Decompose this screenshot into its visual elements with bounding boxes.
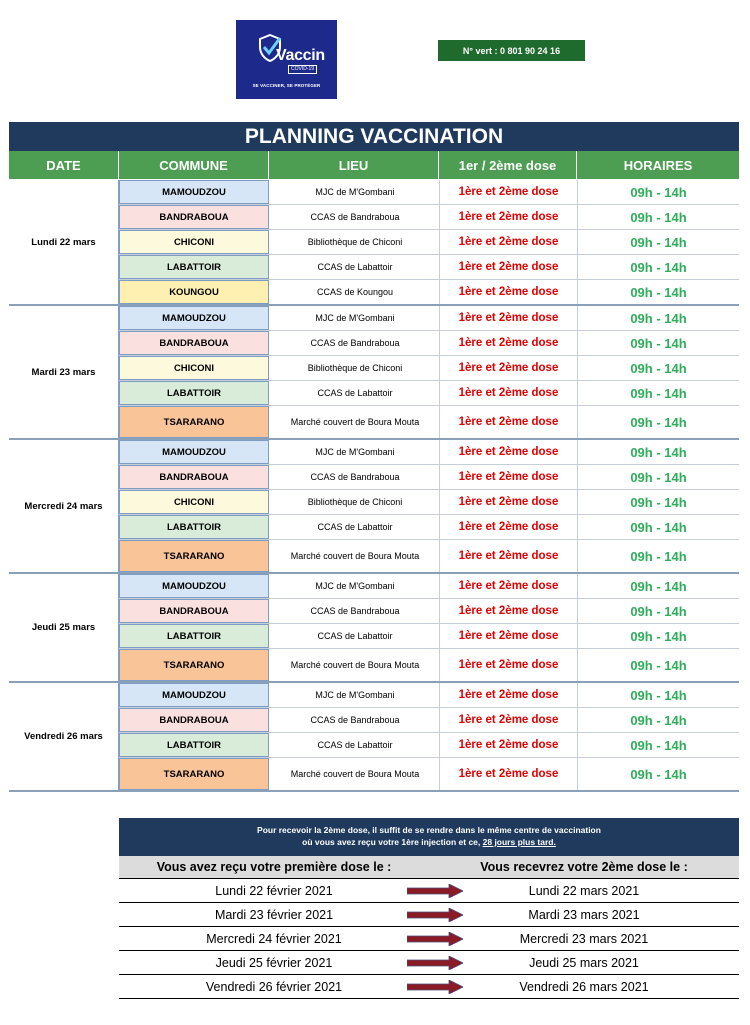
dose-cell: 1ère et 2ème dose xyxy=(439,440,577,464)
lieu-cell: MJC de M'Gombani xyxy=(315,580,395,591)
arrow-right-icon xyxy=(407,956,463,970)
dose-cell: 1ère et 2ème dose xyxy=(439,180,577,204)
horaires-cell: 09h - 14h xyxy=(577,280,739,304)
logo-brand: Vaccin xyxy=(276,47,325,64)
day-group xyxy=(9,440,739,574)
col-lieu: LIEU xyxy=(269,151,439,179)
day-date: Lundi 22 mars xyxy=(9,180,119,304)
table-row xyxy=(119,490,739,515)
commune-cell: LABATTOIR xyxy=(119,733,269,757)
lieu-cell: Marché couvert de Boura Mouta xyxy=(290,550,420,561)
mapping-body xyxy=(119,879,739,999)
arrow-right-icon xyxy=(407,908,463,922)
lieu-cell: CCAS de Labattoir xyxy=(317,261,393,272)
lieu-cell: Marché couvert de Boura Mouta xyxy=(290,659,420,670)
dose-cell: 1ère et 2ème dose xyxy=(439,255,577,279)
table-row xyxy=(119,255,739,280)
horaires-cell: 09h - 14h xyxy=(577,490,739,514)
commune-cell: TSARARANO xyxy=(119,540,269,572)
lieu-cell: CCAS de Bandraboua xyxy=(310,714,400,725)
table-row xyxy=(119,306,739,331)
horaires-cell: 09h - 14h xyxy=(577,381,739,405)
commune-cell: BANDRABOUA xyxy=(119,205,269,229)
lieu-cell: CCAS de Labattoir xyxy=(317,387,393,398)
dose-cell: 1ère et 2ème dose xyxy=(439,758,577,790)
table-row xyxy=(119,649,739,681)
lieu-cell: CCAS de Bandraboua xyxy=(310,471,400,482)
lieu-cell: Bibliothèque de Chiconi xyxy=(307,496,403,507)
table-row xyxy=(119,180,739,205)
dose-cell: 1ère et 2ème dose xyxy=(439,205,577,229)
col-date: DATE xyxy=(9,151,119,179)
horaires-cell: 09h - 14h xyxy=(577,205,739,229)
dose-cell: 1ère et 2ème dose xyxy=(439,356,577,380)
lieu-cell: CCAS de Koungou xyxy=(316,286,394,297)
commune-cell: CHICONI xyxy=(119,356,269,380)
table-row xyxy=(119,515,739,540)
lieu-cell: CCAS de Labattoir xyxy=(317,521,393,532)
table-row xyxy=(119,683,739,708)
table-row xyxy=(119,406,739,438)
table-row xyxy=(119,440,739,465)
table-row xyxy=(119,331,739,356)
horaires-cell: 09h - 14h xyxy=(577,540,739,572)
table-row xyxy=(119,879,739,903)
commune-cell: LABATTOIR xyxy=(119,255,269,279)
second-dose-date: Jeudi 25 mars 2021 xyxy=(529,955,639,970)
second-dose-date: Mercredi 23 mars 2021 xyxy=(519,931,649,946)
dose-cell: 1ère et 2ème dose xyxy=(439,649,577,681)
col-second-dose: Vous recevrez votre 2ème dose le : xyxy=(480,860,688,874)
horaires-cell: 09h - 14h xyxy=(577,649,739,681)
table-row xyxy=(119,903,739,927)
dose-cell: 1ère et 2ème dose xyxy=(439,574,577,598)
horaires-cell: 09h - 14h xyxy=(577,356,739,380)
table-row xyxy=(119,356,739,381)
horaires-cell: 09h - 14h xyxy=(577,574,739,598)
commune-cell: KOUNGOU xyxy=(119,280,269,304)
commune-cell: CHICONI xyxy=(119,230,269,254)
dose-cell: 1ère et 2ème dose xyxy=(439,306,577,330)
lieu-cell: Bibliothèque de Chiconi xyxy=(307,362,403,373)
commune-cell: MAMOUDZOU xyxy=(119,306,269,330)
lieu-cell: CCAS de Bandraboua xyxy=(310,605,400,616)
table-row xyxy=(119,230,739,255)
lieu-cell: MJC de M'Gombani xyxy=(315,446,395,457)
commune-cell: LABATTOIR xyxy=(119,381,269,405)
dose-cell: 1ère et 2ème dose xyxy=(439,230,577,254)
dose-cell: 1ère et 2ème dose xyxy=(439,490,577,514)
lieu-cell: Marché couvert de Boura Mouta xyxy=(290,416,420,427)
col-first-dose: Vous avez reçu votre première dose le : xyxy=(156,860,392,874)
day-group xyxy=(9,574,739,683)
commune-cell: BANDRABOUA xyxy=(119,465,269,489)
logo-sub: COVID-19 xyxy=(288,65,317,74)
table-row xyxy=(119,540,739,572)
day-group xyxy=(9,683,739,792)
commune-cell: LABATTOIR xyxy=(119,515,269,539)
dose-cell: 1ère et 2ème dose xyxy=(439,624,577,648)
horaires-cell: 09h - 14h xyxy=(577,180,739,204)
commune-cell: TSARARANO xyxy=(119,406,269,438)
dose-cell: 1ère et 2ème dose xyxy=(439,708,577,732)
day-date: Vendredi 26 mars xyxy=(9,683,119,790)
commune-cell: BANDRABOUA xyxy=(119,331,269,355)
horaires-cell: 09h - 14h xyxy=(577,331,739,355)
info-line2-emphasis: 28 jours plus tard. xyxy=(482,837,556,847)
lieu-cell: Marché couvert de Boura Mouta xyxy=(290,768,420,779)
lieu-cell: MJC de M'Gombani xyxy=(315,312,395,323)
arrow-right-icon xyxy=(407,932,463,946)
commune-cell: MAMOUDZOU xyxy=(119,180,269,204)
table-row xyxy=(119,280,739,304)
lieu-cell: CCAS de Bandraboua xyxy=(310,211,400,222)
day-date: Jeudi 25 mars xyxy=(9,574,119,681)
day-group xyxy=(9,306,739,440)
table-row xyxy=(119,574,739,599)
first-dose-date: Jeudi 25 février 2021 xyxy=(215,955,333,970)
col-horaires: HORAIRES xyxy=(623,157,693,173)
commune-cell: MAMOUDZOU xyxy=(119,574,269,598)
commune-cell: BANDRABOUA xyxy=(119,708,269,732)
table-row xyxy=(119,708,739,733)
table-row xyxy=(119,733,739,758)
second-dose-date: Lundi 22 mars 2021 xyxy=(528,883,640,898)
vaccin-logo xyxy=(236,20,337,99)
horaires-cell: 09h - 14h xyxy=(577,624,739,648)
first-dose-date: Vendredi 26 février 2021 xyxy=(205,979,343,994)
lieu-cell: Bibliothèque de Chiconi xyxy=(307,236,403,247)
dose-cell: 1ère et 2ème dose xyxy=(439,381,577,405)
planning-header-row xyxy=(9,151,739,180)
horaires-cell: 09h - 14h xyxy=(577,708,739,732)
dose-cell: 1ère et 2ème dose xyxy=(439,733,577,757)
day-date: Mardi 23 mars xyxy=(9,306,119,438)
commune-cell: BANDRABOUA xyxy=(119,599,269,623)
dose-cell: 1ère et 2ème dose xyxy=(439,599,577,623)
arrow-right-icon xyxy=(407,884,463,898)
dose-cell: 1ère et 2ème dose xyxy=(439,515,577,539)
col-commune: COMMUNE xyxy=(119,151,269,179)
lieu-cell: MJC de M'Gombani xyxy=(315,186,395,197)
arrow-right-icon xyxy=(407,980,463,994)
dose-cell: 1ère et 2ème dose xyxy=(439,406,577,438)
table-row xyxy=(119,951,739,975)
table-row xyxy=(119,205,739,230)
dose-cell: 1ère et 2ème dose xyxy=(439,465,577,489)
dose-cell: 1ère et 2ème dose xyxy=(439,331,577,355)
mapping-header-row xyxy=(119,856,739,879)
dose-cell: 1ère et 2ème dose xyxy=(439,280,577,304)
commune-cell: LABATTOIR xyxy=(119,624,269,648)
dose-cell: 1ère et 2ème dose xyxy=(439,683,577,707)
numero-vert: N° vert : 0 801 90 24 16 xyxy=(438,40,585,61)
table-row xyxy=(119,927,739,951)
table-row xyxy=(119,624,739,649)
horaires-cell: 09h - 14h xyxy=(577,306,739,330)
table-row xyxy=(119,599,739,624)
planning-body xyxy=(9,180,739,792)
lieu-cell: CCAS de Labattoir xyxy=(317,739,393,750)
commune-cell: MAMOUDZOU xyxy=(119,683,269,707)
info-banner xyxy=(119,818,739,856)
logo-tagline: SE VACCINER, SE PROTÉGER xyxy=(252,83,321,88)
first-dose-date: Mardi 23 février 2021 xyxy=(214,907,334,922)
second-dose-date: Mardi 23 mars 2021 xyxy=(528,907,640,922)
second-dose-info xyxy=(119,818,739,999)
table-row xyxy=(119,975,739,999)
horaires-cell: 09h - 14h xyxy=(577,406,739,438)
dose-cell: 1ère et 2ème dose xyxy=(439,540,577,572)
col-dose: 1er / 2ème dose xyxy=(439,151,577,179)
planning-table xyxy=(9,122,739,792)
horaires-cell: 09h - 14h xyxy=(577,255,739,279)
first-dose-date: Mercredi 24 février 2021 xyxy=(206,931,342,946)
commune-cell: TSARARANO xyxy=(119,758,269,790)
commune-cell: CHICONI xyxy=(119,490,269,514)
horaires-cell: 09h - 14h xyxy=(577,733,739,757)
horaires-cell: 09h - 14h xyxy=(577,758,739,790)
lieu-cell: CCAS de Labattoir xyxy=(317,630,393,641)
lieu-cell: MJC de M'Gombani xyxy=(315,689,395,700)
table-row xyxy=(119,465,739,490)
second-dose-date: Vendredi 26 mars 2021 xyxy=(519,979,649,994)
table-row xyxy=(119,381,739,406)
first-dose-date: Lundi 22 février 2021 xyxy=(215,883,333,898)
horaires-cell: 09h - 14h xyxy=(577,515,739,539)
info-line1: Pour recevoir la 2ème dose, il suffit de se rendre dans le même centre de vaccination xyxy=(257,825,601,835)
horaires-cell: 09h - 14h xyxy=(577,683,739,707)
planning-title: PLANNING VACCINATION xyxy=(9,122,739,151)
day-date: Mercredi 24 mars xyxy=(9,440,119,572)
info-line2-prefix: où vous avez reçu votre 1ère injection et ce, xyxy=(302,837,483,847)
day-group xyxy=(9,180,739,306)
table-row xyxy=(119,758,739,790)
horaires-cell: 09h - 14h xyxy=(577,440,739,464)
horaires-cell: 09h - 14h xyxy=(577,230,739,254)
horaires-cell: 09h - 14h xyxy=(577,465,739,489)
commune-cell: MAMOUDZOU xyxy=(119,440,269,464)
lieu-cell: CCAS de Bandraboua xyxy=(310,337,400,348)
horaires-cell: 09h - 14h xyxy=(577,599,739,623)
commune-cell: TSARARANO xyxy=(119,649,269,681)
